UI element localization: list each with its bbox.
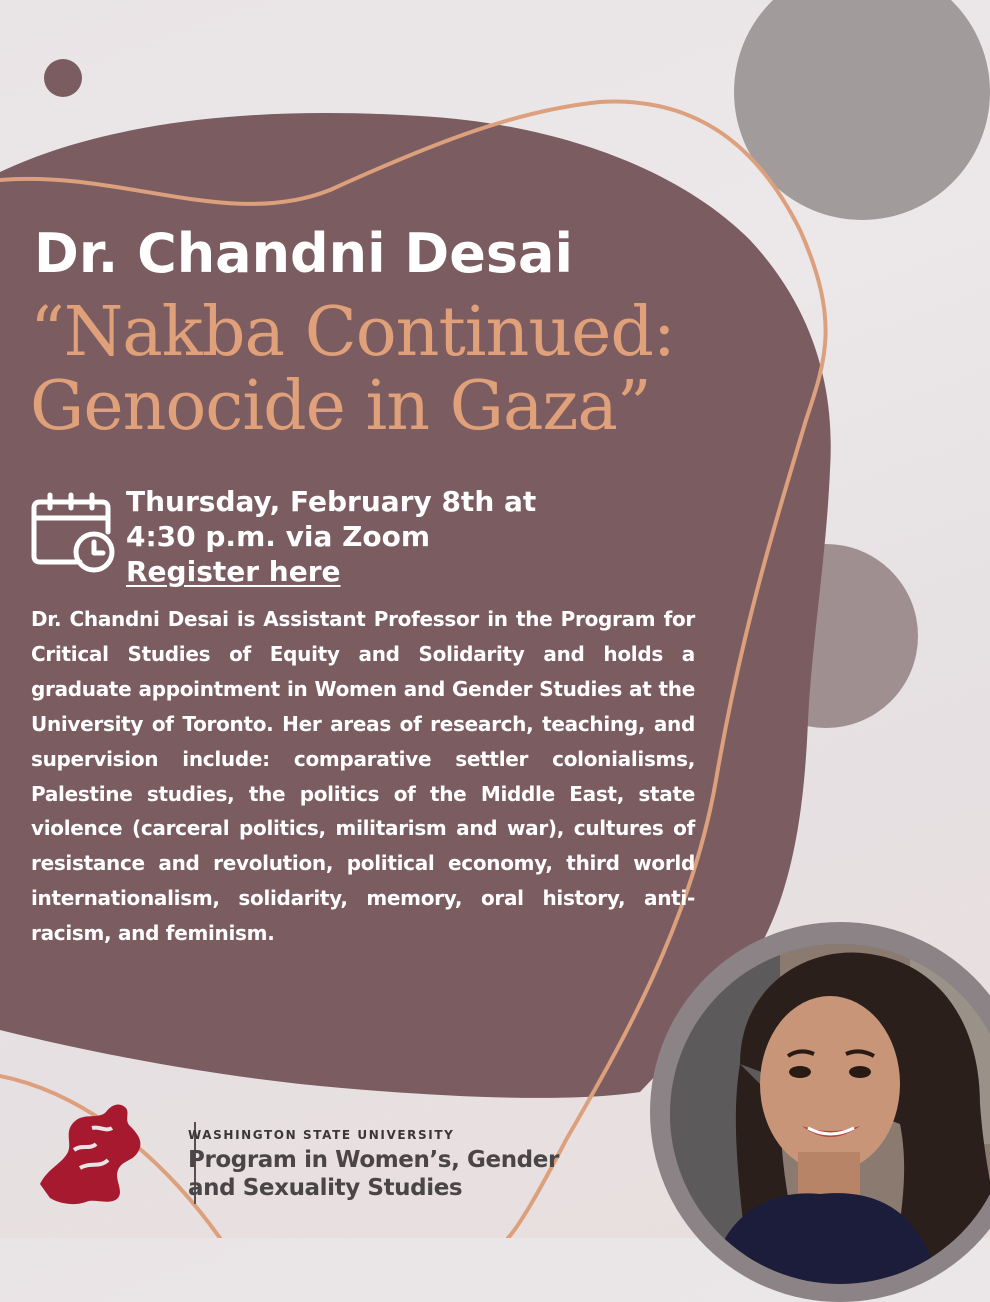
talk-title-line-1: “Nakba Continued:	[30, 293, 675, 372]
program-name-line-1: Program in Women’s, Gender	[188, 1147, 559, 1173]
wsu-cougar-logo-icon	[34, 1098, 146, 1206]
program-name	[188, 1146, 559, 1202]
dark-dot	[44, 59, 82, 97]
university-name: WASHINGTON STATE UNIVERSITY	[188, 1128, 455, 1142]
program-name-line-2: and Sexuality Studies	[188, 1175, 463, 1201]
event-time-location: 4:30 p.m. via Zoom	[126, 520, 431, 553]
speaker-bio: Dr. Chandni Desai is Assistant Professor in the Program for Critical Studies of Equity and Solidarity and holds a graduate appointment in Women and Gender Studies at the University of Toronto. Her areas of research, teaching, and supervision include: comparative settler colonialisms, Palestine studies, the politics of the Middle East, state violence (carceral politics, militarism and war), cultures of resistance and revolution, political economy, third world internationalism, solidarity, memory, oral history, anti-racism, and feminism.	[31, 607, 695, 946]
event-date: Thursday, February 8th at	[126, 485, 537, 518]
speaker-photo	[670, 944, 990, 1284]
speaker-name: Dr. Chandni Desai	[34, 222, 573, 285]
talk-title	[30, 293, 675, 446]
talk-title-line-2: Genocide in Gaza”	[30, 367, 651, 446]
calendar-clock-icon	[30, 492, 116, 574]
register-link[interactable]: Register here	[126, 555, 341, 588]
event-details	[126, 484, 536, 589]
